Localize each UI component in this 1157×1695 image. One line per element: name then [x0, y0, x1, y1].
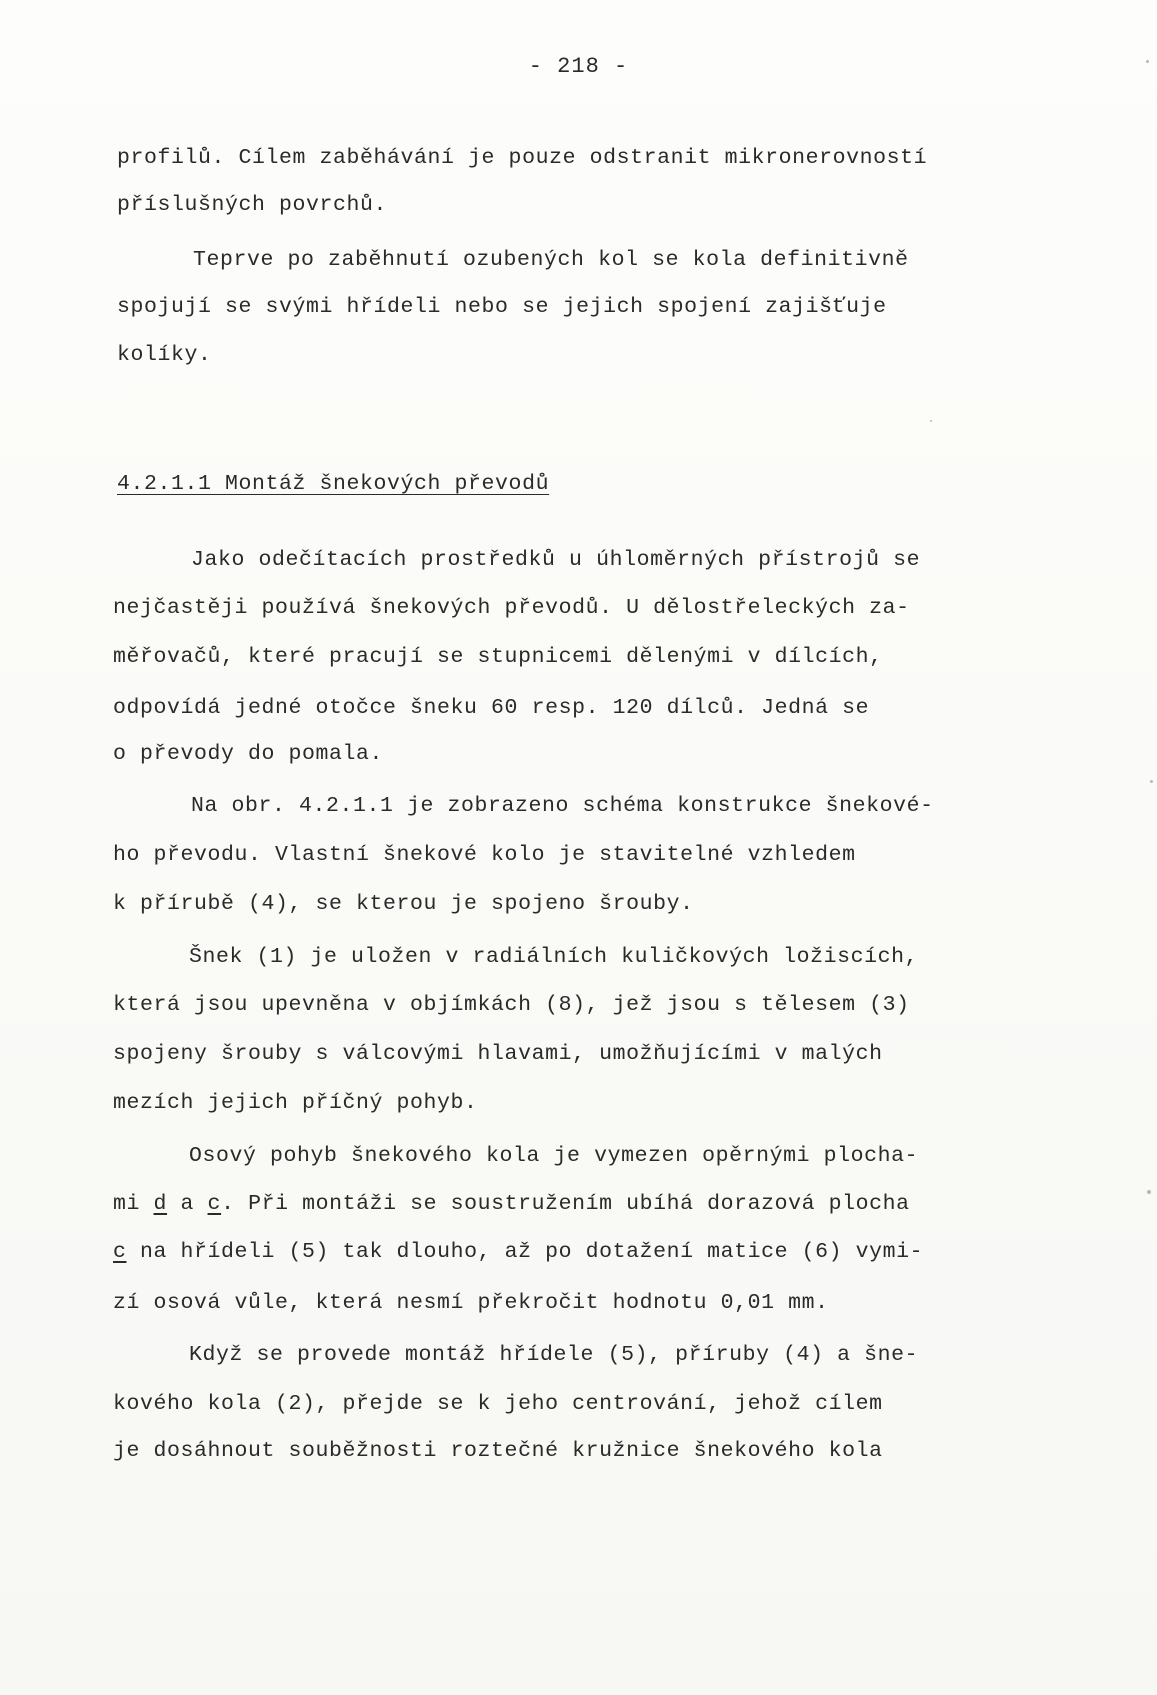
- text-line: nejčastěji používá šnekových převodů. U dělostřeleckých za-: [113, 596, 910, 620]
- text-line: o převody do pomala.: [113, 742, 384, 766]
- text-line: Když se provede montáž hřídele (5), příruby (4) a šne-: [189, 1343, 919, 1367]
- text-line: kového kola (2), přejde se k jeho centrování, jehož cílem: [113, 1392, 883, 1416]
- text-line: Na obr. 4.2.1.1 je zobrazeno schéma konstrukce šnekové-: [191, 794, 934, 818]
- scan-speck: [1150, 780, 1153, 783]
- text-line: Šnek (1) je uložen v radiálních kuličkových ložiscích,: [189, 945, 919, 969]
- text-line: ho převodu. Vlastní šnekové kolo je stavitelné vzhledem: [113, 843, 856, 867]
- text-line: k přírubě (4), se kterou je spojeno šrouby.: [113, 892, 694, 916]
- section-heading: 4.2.1.1 Montáž šnekových převodů: [117, 472, 550, 496]
- text-line: měřovačů, které pracují se stupnicemi dělenými v dílcích,: [113, 645, 883, 669]
- text-line: příslušných povrchů.: [117, 193, 388, 217]
- text-line: zí osová vůle, která nesmí překročit hodnotu 0,01 mm.: [113, 1291, 829, 1315]
- text-line: Teprve po zaběhnutí ozubených kol se kola definitivně: [193, 248, 909, 272]
- text-line: spojeny šrouby s válcovými hlavami, umožňujícími v malých: [113, 1042, 883, 1066]
- text-line: kolíky.: [117, 343, 212, 367]
- text-line: spojují se svými hřídeli nebo se jejich spojení zajišťuje: [117, 295, 887, 319]
- label-c: c: [207, 1192, 222, 1216]
- text-line: c na hřídeli (5) tak dlouho, až po dotažení matice (6) vymi-: [113, 1240, 924, 1264]
- text-line: profilů. Cílem zaběhávání je pouze odstranit mikronerovností: [117, 146, 928, 170]
- text-line: Osový pohyb šnekového kola je vymezen opěrnými plocha-: [189, 1144, 919, 1168]
- text-line: odpovídá jedné otočce šneku 60 resp. 120 dílců. Jedná se: [113, 696, 870, 720]
- page-number: - 218 -: [528, 54, 629, 79]
- scan-speck: [1147, 1190, 1151, 1194]
- text-line: mezích jejich příčný pohyb.: [113, 1091, 478, 1115]
- scan-speck: [930, 420, 932, 422]
- text-line: která jsou upevněna v objímkách (8), jež jsou s tělesem (3): [113, 993, 910, 1017]
- text-line: mi d a c. Při montáži se soustružením ubíhá dorazová plocha: [113, 1192, 910, 1216]
- text-line: je dosáhnout souběžnosti roztečné kružnice šnekového kola: [113, 1439, 883, 1463]
- scan-speck: [1146, 60, 1149, 63]
- label-c: c: [113, 1240, 127, 1264]
- label-d: d: [153, 1192, 168, 1216]
- text-line: Jako odečítacích prostředků u úhloměrných přístrojů se: [191, 548, 921, 572]
